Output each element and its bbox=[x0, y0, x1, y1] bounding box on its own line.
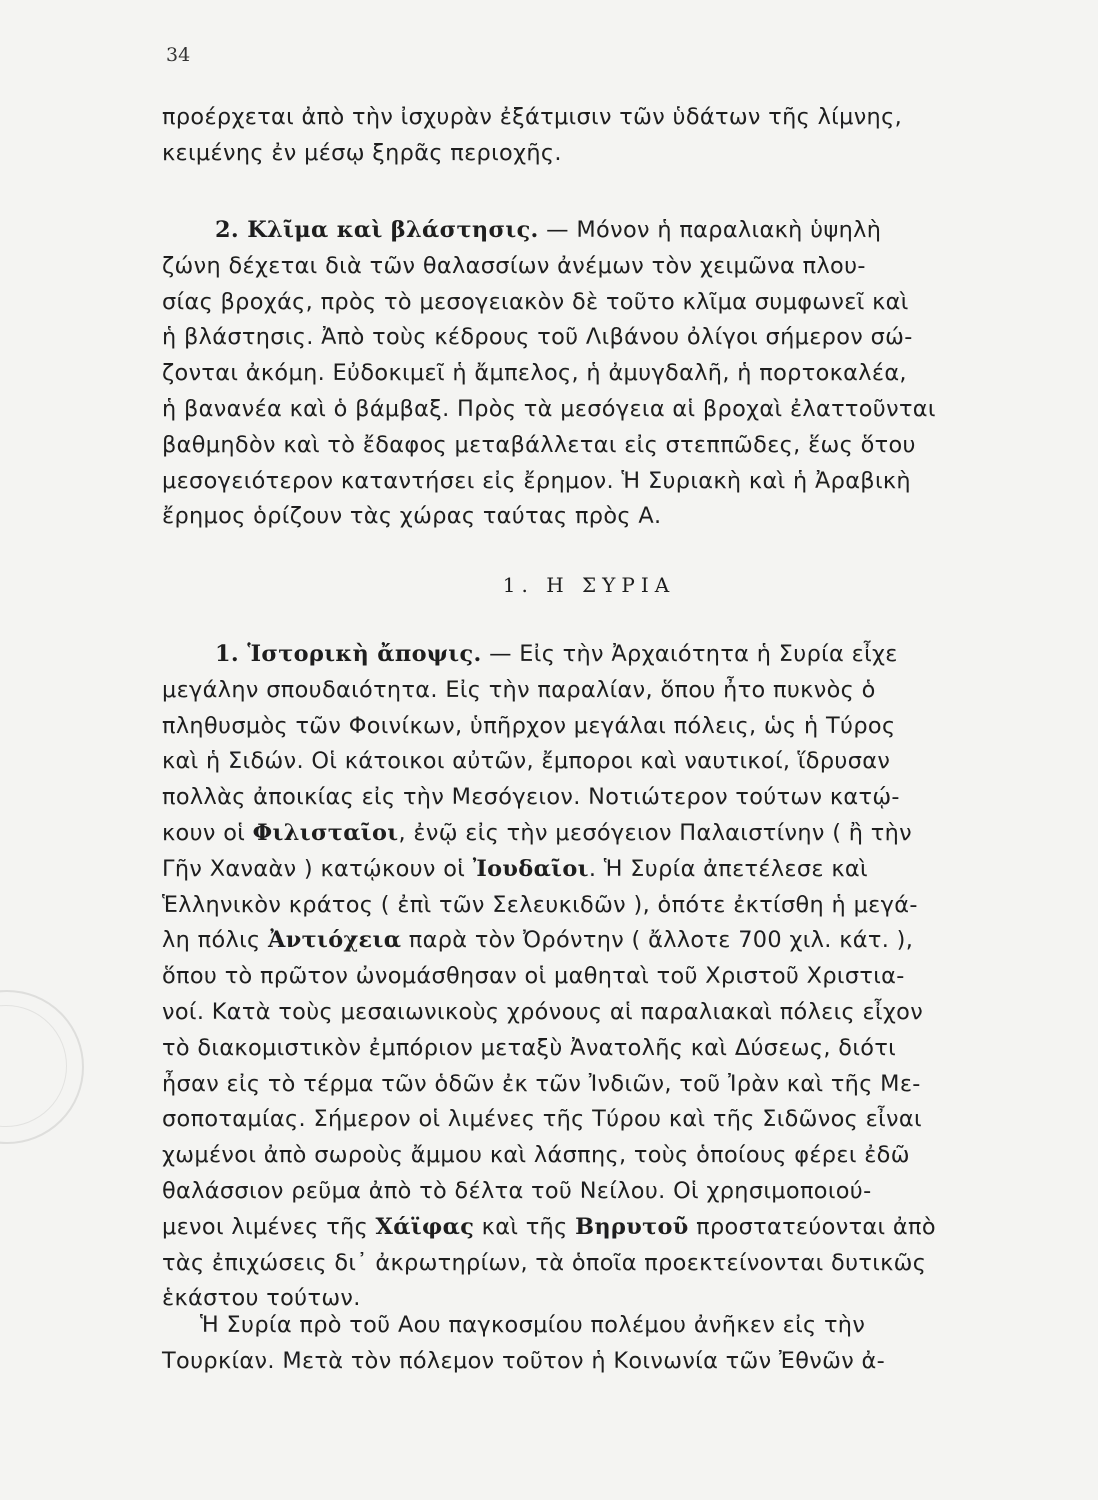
text-line: μεσογειότερον καταντήσει εἰς ἔρημον. Ἡ Συριακὴ καὶ ἡ Ἀραβικὴ bbox=[162, 467, 911, 494]
paragraph-continuation bbox=[162, 100, 992, 172]
text-line: ἡ βανανέα καὶ ὁ βάμβαξ. Πρὸς τὰ μεσόγεια αἱ βροχαὶ ἐλαττοῦνται bbox=[162, 395, 936, 422]
text-line: προέρχεται ἀπὸ τὴν ἰσχυρὰν ἐξάτμισιν τῶν ὑδάτων τῆς λίμνης, bbox=[162, 104, 903, 130]
text-run: καὶ τῆς bbox=[474, 1213, 576, 1240]
text-run: κουν οἱ bbox=[162, 819, 253, 846]
page-number: 34 bbox=[166, 44, 191, 66]
paragraph-climate bbox=[162, 213, 992, 535]
text-line bbox=[162, 213, 992, 249]
paragraph-history bbox=[162, 637, 992, 1317]
bold-term-philistines: Φιλισταῖοι bbox=[252, 819, 399, 846]
text-line bbox=[162, 637, 992, 673]
paragraph-modern-syria bbox=[162, 1308, 992, 1380]
text-run: — Εἰς τὴν Ἀρχαιότητα ἡ Συρία εἶχε bbox=[481, 641, 898, 667]
text-line bbox=[162, 1210, 992, 1246]
text-run: λη πόλις bbox=[162, 927, 268, 954]
text-line: κειμένης ἐν μέσῳ ξηρᾶς περιοχῆς. bbox=[162, 139, 562, 166]
text-line: σοποταμίας. Σήμερον οἱ λιμένες τῆς Τύρου καὶ τῆς Σιδῶνος εἶναι bbox=[162, 1106, 922, 1133]
text-run: μενοι λιμένες τῆς bbox=[162, 1213, 376, 1240]
text-line: σίας βροχάς, πρὸς τὸ μεσογειακὸν δὲ τοῦτο κλῖμα συμφωνεῖ καὶ bbox=[162, 288, 909, 315]
text-line bbox=[162, 923, 992, 959]
text-line: Ἡ Συρία πρὸ τοῦ Αου παγκοσμίου πολέμου ἀνῆκεν εἰς τὴν bbox=[200, 1312, 866, 1338]
text-line bbox=[162, 816, 992, 852]
text-run: Γῆν Χαναὰν ) κατῴκουν οἱ bbox=[162, 855, 473, 882]
text-line: τὰς ἐπιχώσεις δι᾽ ἀκρωτηρίων, τὰ ὁποῖα προεκτείνονται δυτικῶς bbox=[162, 1249, 927, 1276]
text-run: , ἐνῷ εἰς τὴν μεσόγειον Παλαιστίνην ( ἢ τὴν bbox=[398, 819, 913, 846]
text-line: καὶ ἡ Σιδών. Οἱ κάτοικοι αὐτῶν, ἔμποροι καὶ ναυτικοί, ἵδρυσαν bbox=[162, 748, 891, 775]
text-line: Τουρκίαν. Μετὰ τὸν πόλεμον τοῦτον ἡ Κοινωνία τῶν Ἐθνῶν ἀ- bbox=[162, 1347, 886, 1374]
bold-term-haifa: Χάϊφας bbox=[375, 1213, 475, 1240]
text-line: ἔρημος ὁρίζουν τὰς χώρας ταύτας πρὸς Α. bbox=[162, 503, 662, 530]
text-line: ὅπου τὸ πρῶτον ὠνομάσθησαν οἱ μαθηταὶ τοῦ Χριστοῦ Χριστια- bbox=[162, 963, 905, 990]
text-line: νοί. Κατὰ τοὺς μεσαιωνικοὺς χρόνους αἱ παραλιακαὶ πόλεις εἶχον bbox=[162, 998, 924, 1025]
text-run: . Ἡ Συρία ἀπετέλεσε καὶ bbox=[588, 855, 868, 882]
text-line: τὸ διακομιστικὸν ἐμπόριον μεταξὺ Ἀνατολῆς καὶ Δύσεως, διότι bbox=[162, 1034, 897, 1061]
section-heading-climate: 2. Κλῖμα καὶ βλάστησις. bbox=[215, 217, 539, 243]
text-line bbox=[162, 852, 992, 888]
text-line: Ἑλληνικὸν κράτος ( ἐπὶ τῶν Σελευκιδῶν ), ὁπότε ἐκτίσθη ἡ μεγά- bbox=[162, 891, 918, 918]
text-line: ἦσαν εἰς τὸ τέρμα τῶν ὁδῶν ἐκ τῶν Ἰνδιῶν, τοῦ Ἰρὰν καὶ τῆς Με- bbox=[162, 1070, 921, 1097]
text-line: πολλὰς ἀποικίας εἰς τὴν Μεσόγειον. Νοτιώτερον τούτων κατῴ- bbox=[162, 784, 900, 811]
text-line: πληθυσμὸς τῶν Φοινίκων, ὑπῆρχον μεγάλαι πόλεις, ὡς ἡ Τύρος bbox=[162, 712, 896, 739]
text-run: προστατεύονται ἀπὸ bbox=[688, 1213, 936, 1240]
text-line: ἡ βλάστησις. Ἀπὸ τοὺς κέδρους τοῦ Λιβάνου ὀλίγοι σήμερον σώ- bbox=[162, 324, 913, 351]
bold-term-beirut: Βηρυτοῦ bbox=[575, 1213, 689, 1240]
text-line: ἑκάστου τούτων. bbox=[162, 1285, 361, 1312]
text-run: — Μόνον ἡ παραλιακὴ ὑψηλὴ bbox=[538, 217, 882, 243]
section-heading-history: 1. Ἱστορικὴ ἄποψις. bbox=[215, 641, 482, 667]
text-line: χωμένοι ἀπὸ σωροὺς ἄμμου καὶ λάσπης, τοὺς ὁποίους φέρει ἐδῶ bbox=[162, 1142, 910, 1169]
text-line: μεγάλην σπουδαιότητα. Εἰς τὴν παραλίαν, ὅπου ἦτο πυκνὸς ὁ bbox=[162, 676, 876, 703]
text-line: θαλάσσιον ρεῦμα ἀπὸ τὸ δέλτα τοῦ Νείλου. Οἱ χρησιμοποιού- bbox=[162, 1177, 872, 1204]
bold-term-jews: Ἰουδαῖοι bbox=[472, 855, 589, 882]
text-line: βαθμηδὸν καὶ τὸ ἔδαφος μεταβάλλεται εἰς στεππῶδες, ἕως ὅτου bbox=[162, 431, 916, 458]
chapter-title: 1. Η ΣΥΡΙΑ bbox=[502, 573, 676, 597]
bold-term-antioch: Ἀντιόχεια bbox=[267, 927, 402, 954]
text-run: παρὰ τὸν Ὀρόντην ( ἄλλοτε 700 χιλ. κάτ. ), bbox=[401, 927, 914, 954]
text-line: ζώνη δέχεται διὰ τῶν θαλασσίων ἀνέμων τὸν χειμῶνα πλου- bbox=[162, 252, 866, 279]
text-line: ζονται ἀκόμη. Εὐδοκιμεῖ ἡ ἄμπελος, ἡ ἀμυγδαλῆ, ἡ πορτοκαλέα, bbox=[162, 360, 907, 387]
